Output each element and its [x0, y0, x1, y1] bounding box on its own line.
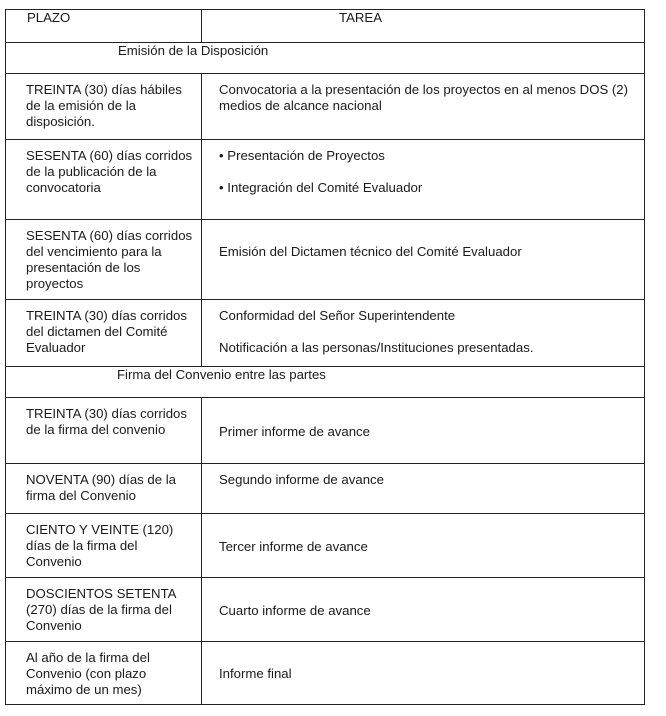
header-row [6, 10, 645, 43]
header-tarea: TAREA [202, 10, 645, 43]
section-row [6, 43, 645, 74]
schedule-table [5, 9, 645, 705]
table-row [6, 464, 645, 514]
table-row [6, 578, 645, 642]
header-plazo: PLAZO [6, 10, 202, 43]
tarea-cell: Tercer informe de avance [202, 514, 645, 578]
section-emision: Emisión de la Disposición [6, 43, 645, 74]
plazo-cell: Al año de la firma del Convenio (con plazo máximo de un mes) [6, 642, 202, 705]
table-row [6, 300, 645, 367]
section-firma: Firma del Convenio entre las partes [6, 367, 645, 398]
plazo-cell: TREINTA (30) días hábiles de la emisión de la disposición. [6, 74, 202, 140]
table-row [6, 398, 645, 464]
tarea-cell: Segundo informe de avance [202, 464, 645, 514]
bullet-item: • Integración del Comité Evaluador [219, 180, 423, 195]
tarea-text: Conformidad del Señor Superintendente [219, 308, 456, 323]
tarea-text: Emisión del Dictamen técnico del Comité Evaluador [219, 244, 522, 259]
plazo-cell: DOSCIENTOS SETENTA (270) días de la firma del Convenio [6, 578, 202, 642]
tarea-cell [202, 220, 645, 300]
tarea-cell: Cuarto informe de avance [202, 578, 645, 642]
tarea-cell [202, 74, 645, 140]
plazo-cell: SESENTA (60) días corridos del vencimiento para la presentación de los proyectos [6, 220, 202, 300]
plazo-cell: TREINTA (30) días corridos del dictamen del Comité Evaluador [6, 300, 202, 367]
table-row [6, 514, 645, 578]
tarea-cell [202, 140, 645, 220]
bullet-item: • Presentación de Proyectos [219, 148, 385, 163]
plazo-cell: CIENTO Y VEINTE (120) días de la firma del Convenio [6, 514, 202, 578]
tarea-cell: Primer informe de avance [202, 398, 645, 464]
tarea-cell: Informe final [202, 642, 645, 705]
section-row [6, 367, 645, 398]
tarea-text: Notificación a las personas/Instituciones presentadas. [219, 340, 534, 355]
tarea-cell [202, 300, 645, 367]
plazo-cell: TREINTA (30) días corridos de la firma del convenio [6, 398, 202, 464]
tarea-text: Convocatoria a la presentación de los proyectos en al menos DOS (2) medios de alcance nacional [219, 82, 629, 113]
plazo-cell: NOVENTA (90) días de la firma del Convenio [6, 464, 202, 514]
plazo-cell: SESENTA (60) días corridos de la publicación de la convocatoria [6, 140, 202, 220]
table-row [6, 74, 645, 140]
table-row [6, 642, 645, 705]
table-row [6, 140, 645, 220]
table-row [6, 220, 645, 300]
